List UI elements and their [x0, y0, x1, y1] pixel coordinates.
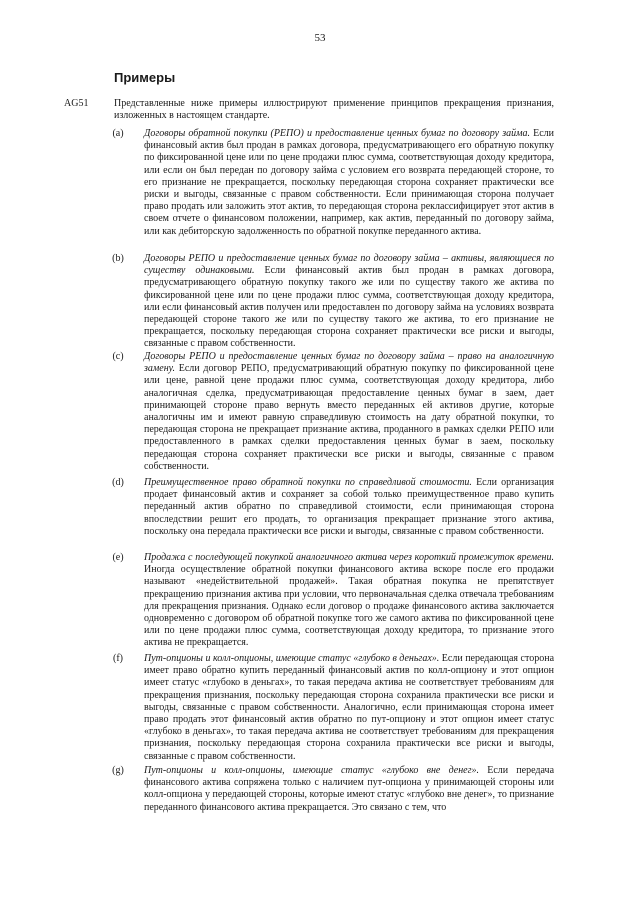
item-title: Продажа с последующей покупкой аналогичного актива через короткий промежуток времени.	[144, 552, 554, 563]
item-text: Если договор РЕПО, предусматривающий обратную покупку по фиксированной цене или цене, равной цене продажи плюс сумма, соответствующая доходу кредитора, либо аналогичная сделка, предусматривающая предоставление ценных бумаг в заем, дает принимающей стороне право вернуть вместо переданных ей активов другие, которые аналогичны им и имеют равную справедливую стоимость на дату обратной покупки, то передающая сторона не прекращает признание актива, проданного в рамках сделки РЕПО или предоставленного в рамках сделки предоставления ценных бумаг в заем, поскольку передающая сторона сохраняет практически все риски и выгоды, связанные с правом собственности.	[144, 363, 555, 472]
item-title: Договоры РЕПО и предоставление ценных бумаг по договору займа – право на аналогичную замену.	[144, 351, 554, 375]
item-text: Если финансовый актив был продан в рамках договора, предусматривающего обратную покупку такого же или по существу такого же актива по фиксированной цене или по цене продажи плюс сумма, соответствующая доходу кредитора, или если финансовый актив получен или предоставлен по договору займа на условиях возврата передающей стороне такого же или по существу такого же актива, то его признание не прекращается, поскольку передающая сторона сохраняет практически все риски и выгоды, связанные с правом собственности.	[144, 265, 554, 350]
page-number: 53	[314, 32, 326, 44]
item-body	[144, 351, 554, 473]
item-text: Если передача финансового актива сопряжена только с наличием пут-опциона у принимающей стороны или колл-опциона у передающей стороны, которые имеют статус «глубоко вне денег», то признание переданного финансового актива прекращается. Это связано с тем, что	[144, 765, 555, 813]
item-title: Договоры РЕПО и предоставление ценных бумаг по договору займа – активы, являющиеся по существу одинаковыми.	[144, 253, 554, 277]
item-text: Иногда осуществление обратной покупки финансового актива вскоре после его продажи называют «недействительной продажей». Такая обратная покупка не препятствует прекращению признания актива при условии, что первоначальная сделка отвечала требованиям для прекращения признания. Однако если договор о продаже финансового актива заключается одновременно с договором об обратной покупке того же самого актива по фиксированной цене или по цене продажи плюс сумма, соответствующая доходу кредитора, то признание этого актива не прекращается.	[144, 564, 554, 649]
item-title: Преимущественное право обратной покупки по справедливой стоимости.	[144, 477, 472, 488]
item-text: Если финансовый актив был продан в рамках договора, предусматривающего его обратную покупку по фиксированной цене или по цене продажи плюс сумма, соответствующая доходу кредитора, или если он был передан по договору займа с условием его возврата передающей стороне, то его признание не прекращается, поскольку передающая сторона сохраняет практически все риски и выгоды, связанные с правом собственности. Если принимающая сторона получает право продать или заложить этот актив, то передающая сторона реклассифицирует этот актив в своем отчете о финансовом положении, например, как актив, переданный по договору займа, или как дебиторскую задолженность по обратной покупке переданного актива.	[144, 128, 555, 237]
item-title: Пут-опционы и колл-опционы, имеющие статус «глубоко в деньгах».	[144, 653, 440, 664]
item-marker: (d)	[112, 477, 124, 488]
item-text: Если организация продает финансовый актив и сохраняет за собой только преимущественное право купить переданный актив обратно по справедливой стоимости, если принимающая сторона впоследствии решит его продать, то организация прекращает признание этого актива, поскольку она передала практически все риски и выгоды, связанные с правом собственности.	[144, 477, 554, 537]
item-marker: (g)	[112, 765, 124, 776]
item-marker: (a)	[112, 128, 124, 139]
item-body	[144, 128, 554, 238]
item-title: Пут-опционы и колл-опционы, имеющие статус «глубоко вне денег».	[144, 765, 479, 776]
item-marker: (c)	[112, 351, 124, 362]
item-body	[144, 653, 554, 763]
item-body	[144, 477, 554, 538]
paragraph-label: AG51	[64, 98, 89, 109]
intro-paragraph: Представленные ниже примеры иллюстрируют применение принципов прекращения признания, изложенных в настоящем стандарте.	[114, 98, 554, 122]
item-body	[144, 765, 554, 814]
item-title: Договоры обратной покупки (РЕПО) и предоставление ценных бумаг по договору займа.	[144, 128, 530, 139]
item-marker: (f)	[113, 653, 123, 664]
item-body	[144, 253, 554, 351]
item-marker: (e)	[112, 552, 124, 563]
section-heading: Примеры	[114, 70, 176, 85]
item-text: Если передающая сторона имеет право обратно купить переданный финансовый актив по колл-опциону и этот опцион имеет статус «глубоко в деньгах», то такая передача актива не соответствует требованиям для прекращения признания, поскольку передающая сторона сохранила практически все риски и выгоды, связанные с правом собственности. Аналогично, если принимающая сторона имеет право продать этот финансовый актив обратно по пут-опциону и этот опцион имеет статус «глубоко в деньгах», то такая передача актива не соответствует требованиям для прекращения признания, поскольку передающая сторона сохранила практически все риски и выгоды, связанные с правом собственности.	[144, 653, 555, 762]
item-marker: (b)	[112, 253, 124, 264]
item-body	[144, 552, 554, 650]
